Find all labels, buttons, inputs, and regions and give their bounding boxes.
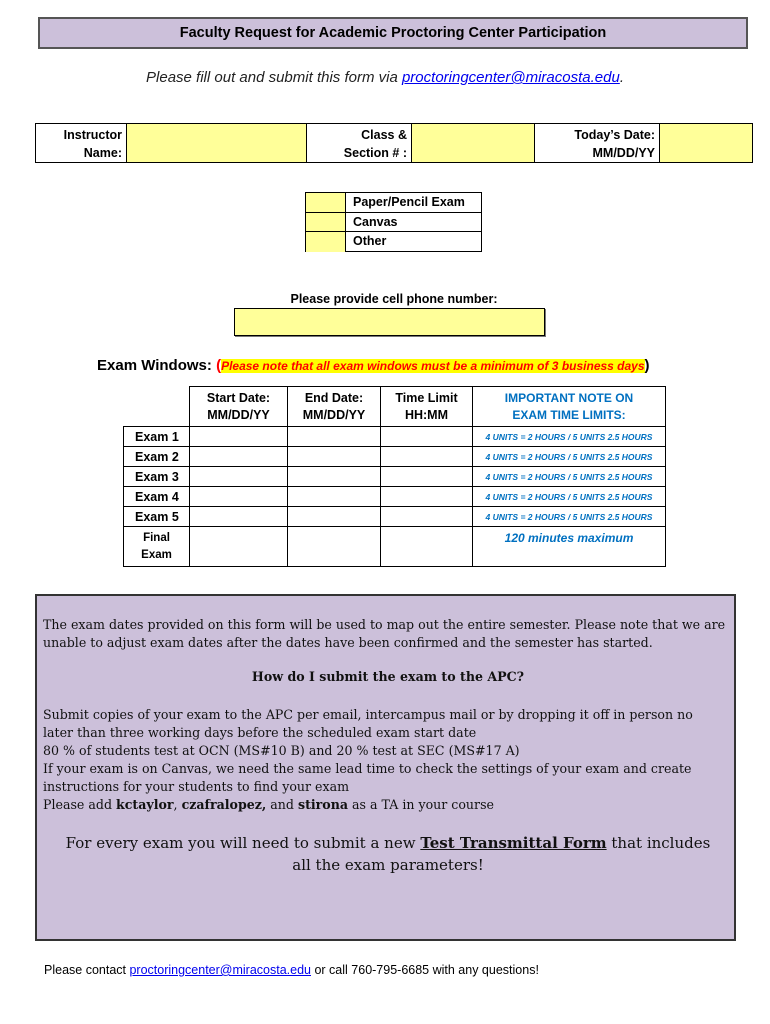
exam-1-end-date[interactable]: [288, 427, 381, 447]
end-date-header-line2: MM/DD/YY: [302, 407, 366, 422]
other-exam-checkbox[interactable]: [306, 232, 346, 252]
ta-name-1: kctaylor: [116, 797, 174, 812]
todays-date-field[interactable]: [659, 123, 753, 163]
ta-sep-1: ,: [173, 797, 182, 812]
paper-exam-label: Paper/Pencil Exam: [353, 195, 465, 209]
semester-note: [43, 616, 733, 652]
instructions-line2: later than three working days before the scheduled exam start date: [43, 725, 477, 740]
exam-1-time-limit[interactable]: [381, 427, 473, 447]
test-transmittal-form-link[interactable]: Test Transmittal Form: [420, 834, 607, 852]
exam-2-start-date[interactable]: [190, 447, 288, 467]
time-limit-header-line2: HH:MM: [404, 407, 449, 422]
instructions-line5: instructions for your students to find your exam: [43, 779, 350, 794]
exam-table-header-row: [124, 387, 666, 427]
final-exam-max-note: 120 minutes maximum: [473, 527, 666, 567]
exam-3-time-limit[interactable]: [381, 467, 473, 487]
time-limit-header-line1: Time Limit: [395, 390, 458, 405]
instructions-line1: Submit copies of your exam to the APC per email, intercampus mail or by dropping it off in person no: [43, 707, 693, 722]
exam-5-start-date[interactable]: [190, 507, 288, 527]
exam-row: [124, 447, 666, 467]
footer-prefix: Please contact: [44, 963, 130, 977]
phone-label: Please provide cell phone number:: [290, 292, 498, 306]
semester-note-line1: The exam dates provided on this form will be used to map out the entire semester. Please note that we are: [43, 617, 726, 632]
class-section-field[interactable]: [411, 123, 535, 163]
exam-5-label: Exam 5: [124, 507, 190, 527]
submit-instructions: [43, 706, 733, 814]
final-label-line2: Exam: [141, 548, 172, 561]
exam-2-unit-note: 4 UNITS = 2 HOURS / 5 UNITS 2.5 HOURS: [473, 447, 666, 467]
transmittal-line1: [43, 832, 733, 854]
footer-email-link[interactable]: proctoringcenter@miracosta.edu: [129, 963, 311, 977]
exam-2-label: Exam 2: [124, 447, 190, 467]
exam-windows-note: Please note that all exam windows must be a minimum of 3 business days: [221, 359, 645, 373]
exam-type-options: [305, 192, 482, 252]
submit-heading: How do I submit the exam to the APC?: [251, 669, 525, 684]
exam-4-start-date[interactable]: [190, 487, 288, 507]
form-subtitle: [0, 69, 770, 86]
exam-3-unit-note: 4 UNITS = 2 HOURS / 5 UNITS 2.5 HOURS: [473, 467, 666, 487]
exam-5-time-limit[interactable]: [381, 507, 473, 527]
exam-type-other: [306, 232, 481, 252]
footer-contact: [44, 963, 539, 977]
class-label-line2: Section # :: [343, 146, 407, 160]
instructions-box: [35, 594, 736, 941]
final-exam-row: [124, 527, 666, 567]
exam-1-unit-note: 4 UNITS = 2 HOURS / 5 UNITS 2.5 HOURS: [473, 427, 666, 447]
exam-5-unit-note: 4 UNITS = 2 HOURS / 5 UNITS 2.5 HOURS: [473, 507, 666, 527]
note-header-line1: IMPORTANT NOTE ON: [504, 390, 634, 405]
instructor-name-label: [35, 123, 127, 163]
exam-windows-close-paren: ): [644, 357, 650, 374]
instructor-name-field[interactable]: [126, 123, 307, 163]
exam-row: [124, 467, 666, 487]
exam-4-end-date[interactable]: [288, 487, 381, 507]
exam-row: [124, 427, 666, 447]
exam-2-time-limit[interactable]: [381, 447, 473, 467]
ta-prefix: Please add: [43, 797, 117, 812]
canvas-exam-checkbox[interactable]: [306, 213, 346, 232]
instructor-label-line2: Name:: [83, 146, 122, 160]
exam-windows-label: Exam Windows:: [97, 357, 217, 374]
final-exam-time-limit[interactable]: [381, 527, 473, 567]
exam-1-label: Exam 1: [124, 427, 190, 447]
instructions-line4: If your exam is on Canvas, we need the same lead time to check the settings of your exam and create: [43, 761, 692, 776]
phone-input[interactable]: [234, 308, 545, 336]
ta-instructions: [43, 796, 733, 814]
exam-table-corner: [124, 387, 190, 427]
transmittal-prefix: For every exam you will need to submit a new: [65, 834, 421, 852]
ta-suffix: as a TA in your course: [348, 797, 494, 812]
exam-4-unit-note: 4 UNITS = 2 HOURS / 5 UNITS 2.5 HOURS: [473, 487, 666, 507]
exam-type-paper: [306, 193, 481, 213]
canvas-exam-label: Canvas: [353, 214, 398, 229]
exam-row: [124, 507, 666, 527]
instructions-line3: 80 % of students test at OCN (MS#10 B) and 20 % test at SEC (MS#17 A): [43, 743, 520, 758]
ta-name-2: czafralopez,: [181, 797, 267, 812]
other-exam-label: Other: [353, 234, 387, 248]
footer-suffix: or call 760-795-6685 with any questions!: [311, 963, 539, 977]
date-label-line2: MM/DD/YY: [592, 146, 655, 160]
exam-windows-open-paren: (: [216, 357, 222, 374]
start-date-header: [190, 387, 288, 427]
submit-email-link[interactable]: proctoringcenter@miracosta.edu: [401, 69, 620, 86]
exam-windows-table: [123, 386, 666, 567]
ta-sep-2: and: [266, 797, 298, 812]
subtitle-prefix: Please fill out and submit this form via: [146, 69, 402, 86]
ta-name-3: stirona: [297, 797, 349, 812]
note-header-line2: EXAM TIME LIMITS:: [512, 407, 626, 422]
final-exam-end-date[interactable]: [288, 527, 381, 567]
exam-5-end-date[interactable]: [288, 507, 381, 527]
exam-windows-heading: [97, 357, 650, 374]
final-exam-start-date[interactable]: [190, 527, 288, 567]
start-date-header-line1: Start Date:: [206, 390, 271, 405]
form-title-text: Faculty Request for Academic Proctoring Center Participation: [179, 25, 607, 41]
instructor-label-line1: Instructor: [63, 128, 122, 142]
date-label-line1: Today’s Date:: [574, 128, 655, 142]
class-label-line1: Class &: [361, 128, 407, 142]
end-date-header-line1: End Date:: [304, 390, 364, 405]
time-limits-note-header: [473, 387, 666, 427]
exam-row: [124, 487, 666, 507]
end-date-header: [288, 387, 381, 427]
semester-note-line2: unable to adjust exam dates after the dates have been confirmed and the semester has started.: [43, 635, 653, 650]
transmittal-line2: all the exam parameters!: [292, 856, 484, 874]
exam-3-label: Exam 3: [124, 467, 190, 487]
transmittal-suffix: that includes: [606, 834, 711, 852]
start-date-header-line2: MM/DD/YY: [207, 407, 270, 422]
exam-type-canvas: [306, 213, 481, 233]
final-label-line1: Final: [143, 531, 170, 544]
exam-2-end-date[interactable]: [288, 447, 381, 467]
exam-4-label: Exam 4: [124, 487, 190, 507]
exam-3-end-date[interactable]: [288, 467, 381, 487]
class-section-label: [306, 123, 412, 163]
exam-1-start-date[interactable]: [190, 427, 288, 447]
exam-3-start-date[interactable]: [190, 467, 288, 487]
paper-exam-checkbox[interactable]: [306, 193, 346, 212]
subtitle-suffix: .: [619, 69, 624, 86]
final-exam-label: [124, 527, 190, 567]
transmittal-notice: [43, 832, 733, 876]
exam-4-time-limit[interactable]: [381, 487, 473, 507]
time-limit-header: [381, 387, 473, 427]
todays-date-label: [534, 123, 660, 163]
form-title: [38, 17, 748, 49]
